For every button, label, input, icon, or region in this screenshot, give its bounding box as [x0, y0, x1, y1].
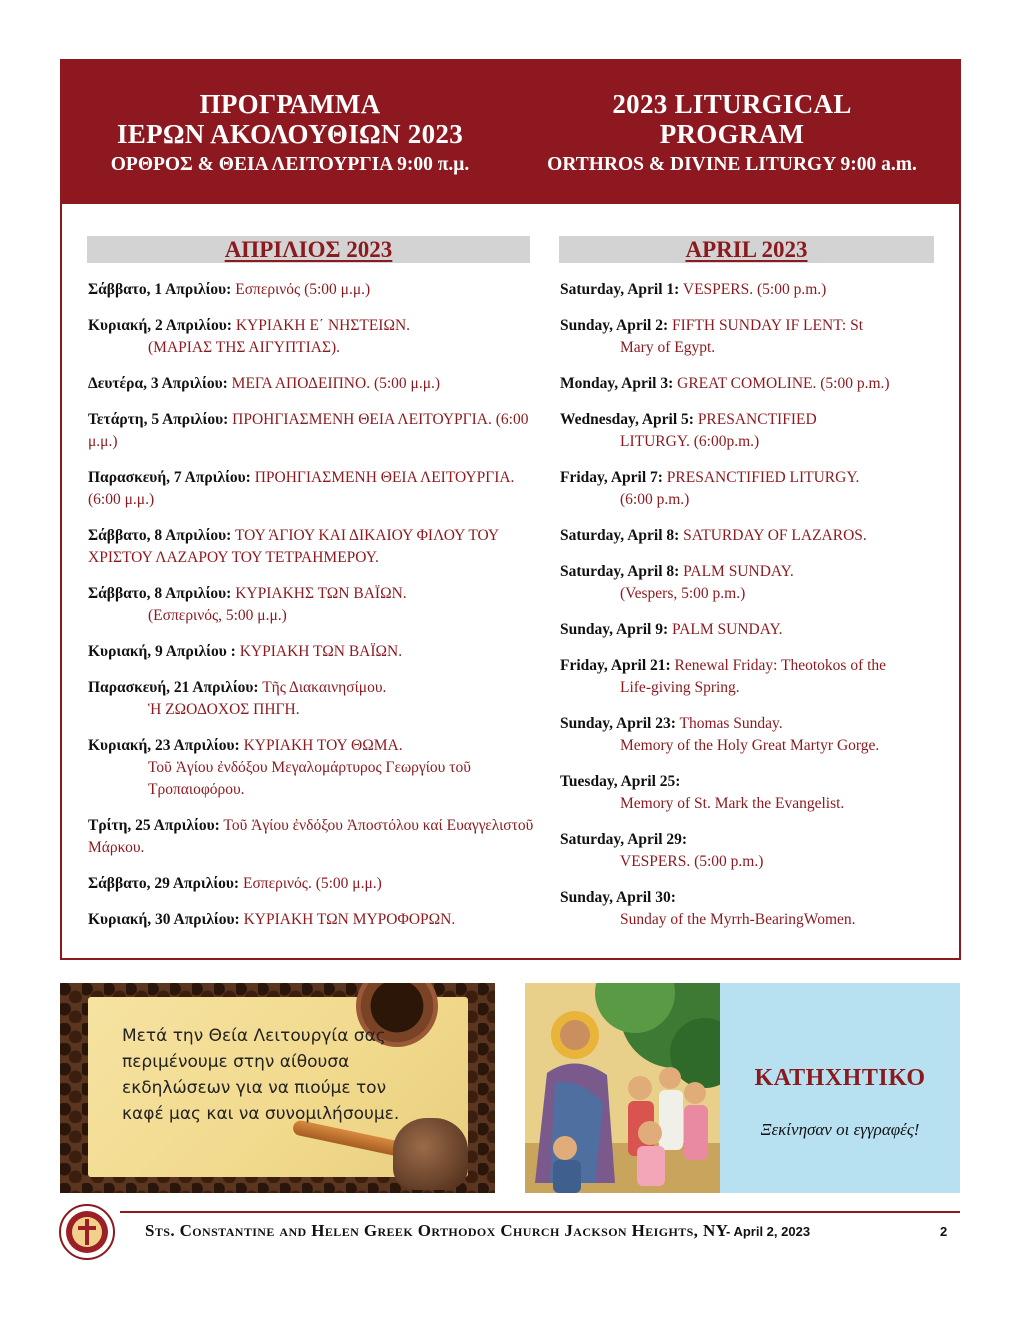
english-schedule-list	[560, 279, 950, 945]
greek-banner-line2: ΙΕΡΩΝ ΑΚΟΛΟΥΘΙΩΝ 2023	[116, 119, 464, 149]
schedule-entry	[560, 619, 950, 641]
english-banner-line3: ORTHROS & DIVINE LITURGY 9:00 a.m.	[547, 154, 917, 175]
entry-detail: Memory of the Holy Great Martyr Gorge.	[620, 737, 880, 754]
schedule-entry	[560, 373, 950, 395]
entry-date: Σάββατο, 8 Απριλίου:	[88, 585, 232, 602]
entry-date: Τετάρτη, 5 Απριλίου:	[88, 411, 229, 428]
coffee-ad-message	[122, 1023, 442, 1127]
entry-detail: LITURGY. (6:00p.m.)	[620, 433, 760, 450]
schedule-entry	[88, 815, 538, 859]
entry-detail: Τοῦ Ἁγίου ἐνδόξου Μεγαλομάρτυρος Γεωργίου τοῦ Τροπαιοφόρου.	[148, 759, 471, 798]
entry-event: VESPERS. (5:00 p.m.)	[679, 281, 827, 298]
entry-event: Τῆς Διακαινησίμου.	[258, 679, 387, 696]
page-number: 2	[940, 1224, 948, 1239]
entry-detail: (Εσπερινός, 5:00 μ.μ.)	[148, 607, 287, 624]
schedule-entry	[88, 279, 538, 301]
entry-date: Sunday, April 2:	[560, 317, 669, 334]
catechism-title: ΚΑΤΗΧΗΤΙΚΟ	[754, 1065, 926, 1091]
entry-date: Saturday, April 8:	[560, 527, 680, 544]
entry-event: GREAT COMOLINE. (5:00 p.m.)	[673, 375, 890, 392]
entry-event: Εσπερινός (5:00 μ.μ.)	[231, 281, 371, 298]
entry-detail: Sunday of the Myrrh-BearingWomen.	[620, 911, 856, 928]
entry-date: Sunday, April 23:	[560, 715, 676, 732]
catechism-subtitle: Ξεκίνησαν οι εγγραφές!	[760, 1120, 920, 1139]
greek-banner-line1: ΠΡΟΓΡΑΜΜΑ	[199, 89, 381, 119]
schedule-entry	[88, 583, 538, 627]
entry-date: Σάββατο, 29 Απριλίου:	[88, 875, 240, 892]
entry-date: Friday, April 21:	[560, 657, 671, 674]
christ-with-children-icon	[525, 983, 720, 1193]
entry-date: Tuesday, April 25:	[560, 773, 681, 790]
coffee-ad-line: καφέ μας και να συνομιλήσουμε.	[122, 1104, 400, 1124]
entry-event: PALM SUNDAY.	[679, 563, 794, 580]
entry-date: Sunday, April 30:	[560, 889, 676, 906]
schedule-entry	[88, 525, 538, 569]
greek-schedule-list	[88, 279, 538, 945]
entry-event: FIFTH SUNDAY IF LENT: St	[668, 317, 863, 334]
entry-event: ΜΕΓΑ ΑΠΟΔΕΙΠΝΟ. (5:00 μ.μ.)	[227, 375, 441, 392]
catechism-ad	[525, 983, 960, 1193]
schedule-entry	[88, 409, 538, 453]
english-banner-heading	[512, 89, 952, 179]
schedule-entry	[560, 887, 950, 931]
entry-date: Monday, April 3:	[560, 375, 674, 392]
entry-detail: Mary of Egypt.	[620, 339, 716, 356]
liturgical-program-box	[60, 59, 961, 960]
entry-date: Saturday, April 8:	[560, 563, 680, 580]
entry-detail: Ἡ ΖΩΟΔΟΧΟΣ ΠΗΓΗ.	[148, 701, 300, 718]
schedule-entry	[560, 561, 950, 605]
schedule-entry	[88, 909, 538, 931]
entry-event: Τοῦ Ἁγίου ἐνδόξου Ἀποστόλου καί Ευαγγελιστοῦ Μάρκου.	[88, 817, 534, 856]
entry-date: Κυριακή, 23 Απριλίου:	[88, 737, 240, 754]
schedule-entry	[560, 655, 950, 699]
entry-date: Σάββατο, 1 Απριλίου:	[88, 281, 232, 298]
entry-date: Κυριακή, 2 Απριλίου:	[88, 317, 232, 334]
greek-banner-heading	[70, 89, 510, 179]
english-banner-line1: 2023 LITURGICAL	[612, 89, 852, 119]
footer-date: - April 2, 2023	[726, 1224, 811, 1239]
english-month-heading: APRIL 2023	[559, 236, 934, 263]
entry-event: ΠΡΟΗΓΙΑΣΜΕΝΗ ΘΕΙΑ ΛΕΙΤΟΥΡΓΙΑ. (6:00 μ.μ.)	[88, 411, 529, 450]
entry-date: Κυριακή, 9 Απριλίου :	[88, 643, 236, 660]
entry-date: Wednesday, April 5:	[560, 411, 694, 428]
coffee-ad-line: περιμένουμε στην αίθουσα	[122, 1052, 350, 1072]
schedule-entry	[560, 713, 950, 757]
schedule-entry	[560, 525, 950, 547]
entry-date: Κυριακή, 30 Απριλίου:	[88, 911, 240, 928]
schedule-entry	[88, 873, 538, 895]
entry-date: Sunday, April 9:	[560, 621, 669, 638]
entry-event: PRESANCTIFIED LITURGY.	[662, 469, 860, 486]
entry-event: ΚΥΡΙΑΚΗ ΤΩΝ ΜΥΡΟΦΟΡΩΝ.	[239, 911, 456, 928]
greek-month-heading: ΑΠΡΙΛΙΟΣ 2023	[87, 236, 530, 263]
entry-date: Παρασκευή, 7 Απριλίου:	[88, 469, 251, 486]
entry-detail: Life-giving Spring.	[620, 679, 740, 696]
entry-date: Τρίτη, 25 Απριλίου:	[88, 817, 220, 834]
entry-event: PRESANCTIFIED	[693, 411, 817, 428]
entry-event: ΤΟΥ ΆΓΙΟΥ ΚΑΙ ΔΙΚΑΙΟΥ ΦΙΛΟΥ ΤΟΥ ΧΡΙΣΤΟΥ ΛΑΖΑΡΟΥ ΤΟΥ ΤΕΤΡΑΗΜΕΡΟΥ.	[88, 527, 499, 566]
schedule-entry	[560, 409, 950, 453]
entry-date: Σάββατο, 8 Απριλίου:	[88, 527, 232, 544]
schedule-entry	[88, 315, 538, 359]
english-banner-line2: PROGRAM	[659, 119, 805, 149]
schedule-entry	[88, 735, 538, 801]
schedule-entry	[88, 677, 538, 721]
church-seal-icon	[58, 1203, 116, 1261]
schedule-entry	[560, 467, 950, 511]
entry-detail: VESPERS. (5:00 p.m.)	[620, 853, 764, 870]
entry-event: ΚΥΡΙΑΚΗ ΤΩΝ ΒΑΪΩΝ.	[235, 643, 403, 660]
entry-event: Renewal Friday: Theotokos of the	[670, 657, 887, 674]
coffee-ad-line: εκδηλώσεων για να πιούμε τον	[122, 1078, 387, 1098]
coffee-ad-line: Μετά την Θεία Λειτουργία σας	[122, 1026, 386, 1046]
entry-event: PALM SUNDAY.	[668, 621, 783, 638]
entry-event: SATURDAY OF LAZAROS.	[679, 527, 867, 544]
greek-banner-line3: ΟΡΘΡΟΣ & ΘΕΙΑ ΛΕΙΤΟΥΡΓΙΑ 9:00 π.μ.	[110, 154, 470, 175]
schedule-entry	[88, 641, 538, 663]
schedule-entry	[560, 771, 950, 815]
entry-date: Saturday, April 1:	[560, 281, 680, 298]
entry-event: ΚΥΡΙΑΚΗΣ ΤΩΝ ΒΑΪΩΝ.	[231, 585, 407, 602]
entry-date: Παρασκευή, 21 Απριλίου:	[88, 679, 259, 696]
schedule-entry	[560, 829, 950, 873]
entry-event: ΚΥΡΙΑΚΗ ΤΟΥ ΘΩΜΑ.	[239, 737, 403, 754]
footer-church-name: Sts. Constantine and Helen Greek Orthodox Church Jackson Heights, NY	[145, 1221, 729, 1240]
entry-detail: Memory of St. Mark the Evangelist.	[620, 795, 845, 812]
entry-date: Saturday, April 29:	[560, 831, 688, 848]
schedule-entry	[560, 315, 950, 359]
entry-detail: (ΜΑΡΙΑΣ ΤΗΣ ΑΙΓΥΠΤΙΑΣ).	[148, 339, 341, 356]
schedule-entry	[88, 373, 538, 395]
coffee-hour-ad	[60, 983, 495, 1193]
entry-detail: (6:00 p.m.)	[620, 491, 690, 508]
entry-event: ΚΥΡΙΑΚΗ Ε΄ ΝΗΣΤΕΙΩΝ.	[231, 317, 411, 334]
entry-date: Friday, April 7:	[560, 469, 663, 486]
schedule-entry	[88, 467, 538, 511]
entry-event: Εσπερινός. (5:00 μ.μ.)	[239, 875, 382, 892]
entry-date: Δευτέρα, 3 Απριλίου:	[88, 375, 228, 392]
footer-divider	[120, 1211, 960, 1213]
program-banner	[62, 61, 959, 204]
schedule-entry	[560, 279, 950, 301]
entry-event: Thomas Sunday.	[675, 715, 783, 732]
coffee-pot-icon	[393, 1118, 468, 1190]
entry-event: ΠΡΟΗΓΙΑΣΜΕΝΗ ΘΕΙΑ ΛΕΙΤΟΥΡΓΙΑ. (6:00 μ.μ.)	[88, 469, 515, 508]
entry-detail: (Vespers, 5:00 p.m.)	[620, 585, 746, 602]
